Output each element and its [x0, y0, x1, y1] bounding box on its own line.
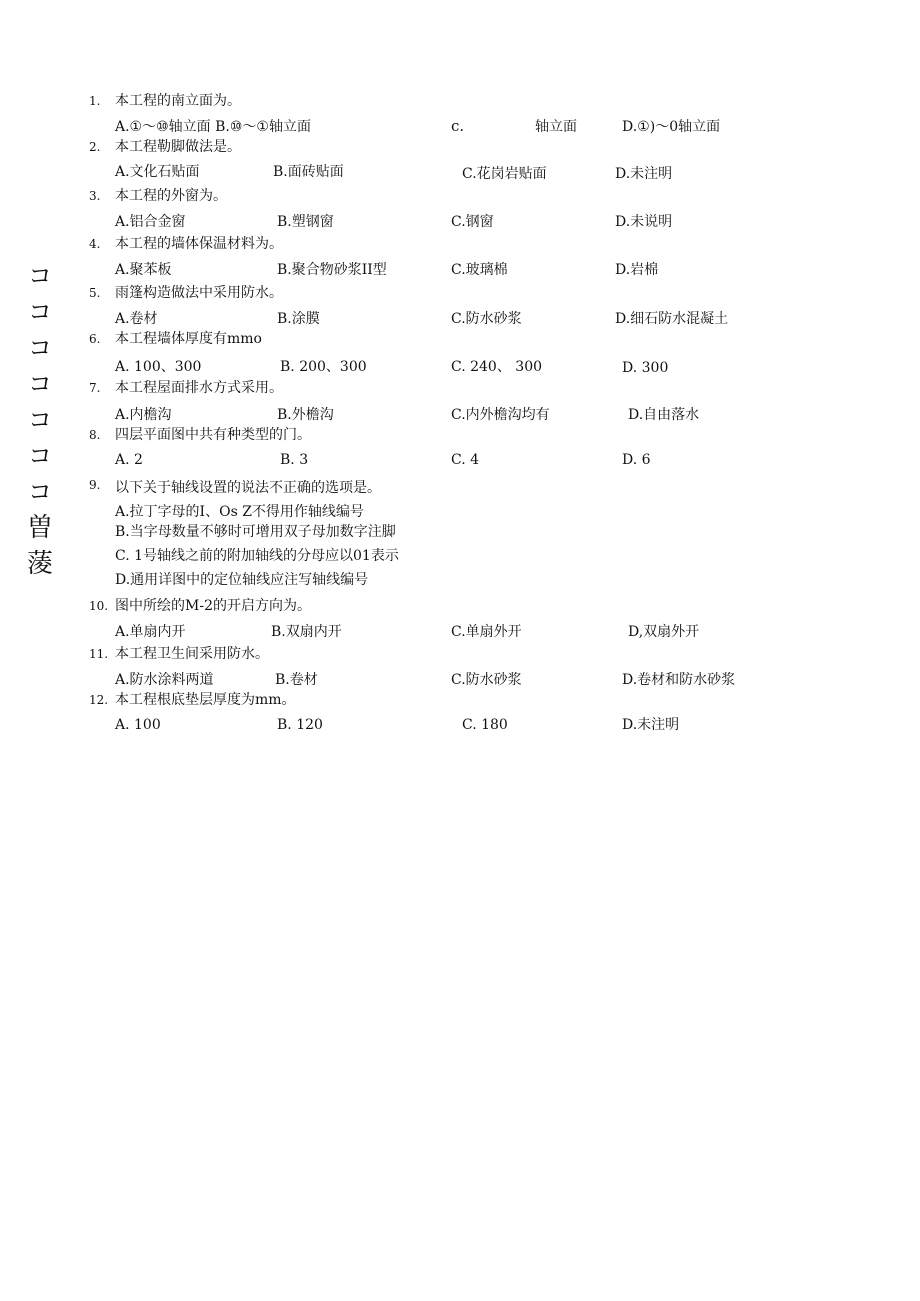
option-c: C.玻璃棉	[451, 262, 508, 278]
option-c: C.钢窗	[451, 214, 494, 230]
question-7	[89, 379, 283, 397]
option-a: A.①～⑩轴立面 B.⑩～①轴立面	[115, 119, 311, 135]
side-mark: 蔆	[26, 549, 53, 579]
option-d: D.未注明	[615, 166, 673, 182]
question-text: 本工程卫生间采用防水。	[115, 646, 269, 662]
option-b: B.卷材	[275, 672, 318, 688]
option-c: C.内外檐沟均有	[451, 407, 550, 423]
option-a: A.聚苯板	[115, 262, 172, 278]
side-marks	[24, 258, 56, 582]
question-text: 本工程勒脚做法是。	[115, 139, 241, 155]
option-c-text: 轴立面	[535, 119, 577, 135]
question-number: 3.	[89, 189, 101, 203]
option-a: A.单扇内开	[115, 624, 186, 640]
question-number: 9.	[89, 478, 101, 492]
question-text: 以下关于轴线设置的说法不正确的选项是。	[115, 480, 381, 496]
option-d: D.未注明	[622, 717, 680, 733]
question-number: 11.	[89, 647, 109, 661]
side-mark: コ	[28, 442, 52, 470]
option-a: A. 100	[115, 717, 161, 733]
option-c: C. 4	[451, 452, 480, 468]
option-d: D.通用详图中的定位轴线应注写轴线编号	[115, 572, 369, 588]
question-8	[89, 426, 311, 444]
option-d: D.未说明	[615, 214, 673, 230]
option-d: D.自由落水	[628, 407, 700, 423]
side-mark: コ	[28, 262, 52, 290]
question-text: 图中所绘的M-2的开启方向为。	[115, 598, 311, 614]
question-3	[89, 187, 227, 205]
question-number: 7.	[89, 381, 101, 395]
side-mark: コ	[28, 370, 52, 398]
question-4	[89, 235, 283, 253]
option-b: B.当字母数量不够时可增用双子母加数字注脚	[115, 524, 396, 540]
option-b: B. 3	[280, 452, 309, 468]
option-d: D. 300	[622, 360, 669, 376]
question-text: 本工程的南立面为。	[115, 93, 241, 109]
option-a: A.卷材	[115, 311, 158, 327]
option-d: D,双扇外开	[628, 624, 700, 640]
option-d: D.细石防水混凝土	[615, 311, 729, 327]
option-b: B.双扇内开	[271, 624, 342, 640]
option-c: c.	[451, 117, 465, 135]
side-mark: コ	[28, 334, 52, 362]
question-2	[89, 138, 241, 156]
question-text: 本工程根底垫层厚度为mm。	[115, 692, 296, 708]
question-number: 10.	[89, 599, 109, 613]
option-d: D. 6	[622, 452, 651, 468]
question-12	[89, 691, 296, 709]
option-c: C. 1号轴线之前的附加轴线的分母应以01表示	[115, 548, 399, 564]
option-b: B.塑钢窗	[277, 214, 334, 230]
side-mark: コ	[28, 298, 52, 326]
option-a: A.铝合金窗	[115, 214, 186, 230]
question-text: 本工程屋面排水方式采用。	[115, 380, 283, 396]
option-b: B.外檐沟	[277, 407, 334, 423]
option-a: A.文化石贴面	[115, 164, 200, 180]
option-c: C.花岗岩贴面	[462, 166, 547, 182]
option-a: A. 100、300	[115, 359, 202, 375]
option-d: D.①)～0轴立面	[622, 119, 721, 135]
option-b: B.面砖贴面	[273, 164, 344, 180]
option-b: B.聚合物砂浆II型	[277, 262, 387, 278]
question-10	[89, 597, 311, 615]
question-9	[89, 476, 381, 494]
option-b: B.涂膜	[277, 311, 320, 327]
question-number: 4.	[89, 237, 101, 251]
option-b: B. 120	[277, 717, 323, 733]
question-number: 6.	[89, 332, 101, 346]
option-a: A.内檐沟	[115, 407, 172, 423]
option-a: A.防水涂料两道	[115, 672, 214, 688]
question-number: 8.	[89, 428, 101, 442]
question-number: 12.	[89, 693, 109, 707]
question-11	[89, 645, 269, 663]
side-mark: コ	[28, 406, 52, 434]
question-text: 本工程的墙体保温材料为。	[115, 236, 283, 252]
question-number: 2.	[89, 140, 101, 154]
question-number: 1.	[89, 94, 101, 108]
option-a: A. 2	[115, 452, 143, 468]
question-text: 雨篷构造做法中采用防水。	[115, 285, 283, 301]
option-a: A.拉丁字母的I、Os Z不得用作轴线编号	[115, 504, 364, 520]
question-5	[89, 284, 283, 302]
side-mark: 曽	[26, 513, 53, 543]
option-c: C. 180	[462, 717, 508, 733]
option-c: C.防水砂浆	[451, 672, 522, 688]
option-d: D.岩棉	[615, 262, 659, 278]
question-6	[89, 330, 262, 348]
question-text: 本工程的外窗为。	[115, 188, 227, 204]
option-d: D.卷材和防水砂浆	[622, 672, 736, 688]
option-b: B. 200、300	[280, 359, 367, 375]
side-mark: コ	[28, 478, 52, 506]
option-c: C.单扇外开	[451, 624, 522, 640]
option-c: C. 240、 300	[451, 359, 543, 375]
question-text: 四层平面图中共有种类型的门。	[115, 427, 311, 443]
question-number: 5.	[89, 286, 101, 300]
question-1	[89, 92, 241, 110]
question-text: 本工程墙体厚度有mmo	[115, 331, 262, 347]
option-c: C.防水砂浆	[451, 311, 522, 327]
